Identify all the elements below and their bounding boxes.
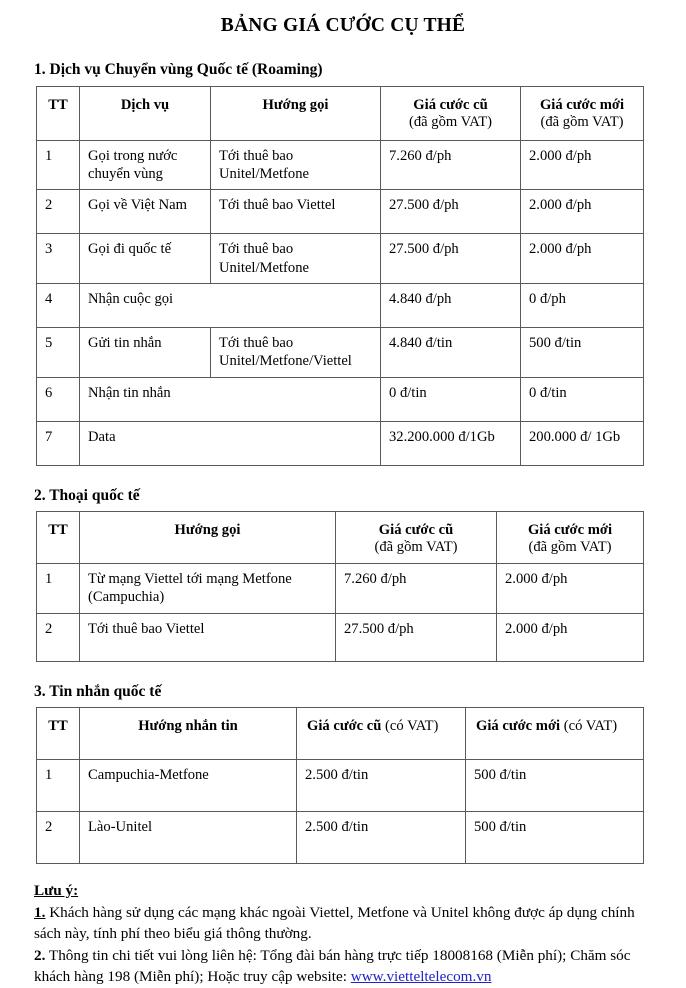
column-header-new-price [466,707,644,759]
section-heading-voice: 2. Thoại quốc tế [34,486,140,504]
note-2-marker: 2. [34,946,46,964]
cell-new-price: 2.000 đ/ph [497,564,644,614]
column-header-service: Dịch vụ [80,86,211,140]
column-header-old-price-main: Giá cước cũ [307,717,382,734]
cell-service: Gọi đi quốc tế [80,234,211,284]
table-row [37,284,644,328]
cell-tt: 6 [37,377,80,421]
notes-title: Lưu ý: [34,881,79,899]
cell-old-price: 27.500 đ/ph [336,613,497,661]
roaming-price-table [36,86,644,466]
cell-tt: 2 [37,190,80,234]
cell-service: Gọi trong nước chuyển vùng [80,140,211,190]
table-row [37,564,644,614]
table-row [37,328,644,378]
note-item-1 [34,902,646,945]
cell-new-price: 200.000 đ/ 1Gb [521,421,644,465]
cell-service: Data [80,421,381,465]
cell-tt: 2 [37,811,80,863]
cell-new-price: 2.000 đ/ph [521,140,644,190]
column-header-new-price [497,511,644,563]
cell-direction: Tới thuê bao Unitel/Metfone [211,140,381,190]
column-header-new-price-sub: (có VAT) [563,717,618,734]
table-row [37,421,644,465]
table-row [37,234,644,284]
cell-old-price: 27.500 đ/ph [381,190,521,234]
notes-block [34,880,646,988]
cell-tt: 1 [37,759,80,811]
cell-direction: Campuchia-Metfone [80,759,297,811]
column-header-new-price-main: Giá cước mới [539,96,625,113]
cell-new-price: 500 đ/tin [521,328,644,378]
table-row [37,140,644,190]
column-header-old-price [297,707,466,759]
note-1-marker: 1. [34,903,46,921]
column-header-old-price-main: Giá cước cũ [413,96,488,113]
section-heading-sms: 3. Tin nhắn quốc tế [34,682,162,700]
cell-new-price: 2.000 đ/ph [521,234,644,284]
cell-service: Gọi về Việt Nam [80,190,211,234]
cell-new-price: 2.000 đ/ph [521,190,644,234]
cell-direction: Tới thuê bao Unitel/Metfone/Viettel [211,328,381,378]
cell-new-price: 500 đ/tin [466,811,644,863]
cell-old-price: 4.840 đ/tin [381,328,521,378]
cell-new-price: 0 đ/ph [521,284,644,328]
table-row [37,811,644,863]
table-header-row [37,86,644,140]
cell-old-price: 32.200.000 đ/1Gb [381,421,521,465]
cell-service: Nhận cuộc gọi [80,284,381,328]
cell-service: Nhận tin nhắn [80,377,381,421]
column-header-direction: Hướng gọi [211,86,381,140]
cell-new-price: 2.000 đ/ph [497,613,644,661]
note-1-text: Khách hàng sử dụng các mạng khác ngoài Viettel, Metfone và Unitel không được áp dụng chính sách này, tính phí theo biểu giá thông thường. [34,903,635,943]
table-row [37,190,644,234]
column-header-direction: Hướng gọi [80,511,336,563]
column-header-new-price-main: Giá cước mới [476,717,561,734]
cell-old-price: 7.260 đ/ph [381,140,521,190]
cell-old-price: 27.500 đ/ph [381,234,521,284]
column-header-old-price [381,86,521,140]
cell-tt: 2 [37,613,80,661]
cell-old-price: 4.840 đ/ph [381,284,521,328]
column-header-old-price-sub: (đã gồm VAT) [409,113,492,130]
column-header-old-price [336,511,497,563]
column-header-new-price-sub: (đã gồm VAT) [540,113,624,130]
column-header-tt: TT [37,707,80,759]
column-header-tt: TT [37,86,80,140]
cell-tt: 1 [37,564,80,614]
table-row [37,377,644,421]
viettel-website-link[interactable]: www.vietteltelecom.vn [350,968,492,986]
note-item-2 [34,945,646,988]
cell-old-price: 7.260 đ/ph [336,564,497,614]
column-header-old-price-sub: (đã gồm VAT) [374,539,458,556]
cell-old-price: 2.500 đ/tin [297,759,466,811]
table-row [37,759,644,811]
cell-old-price: 2.500 đ/tin [297,811,466,863]
cell-direction: Từ mạng Viettel tới mạng Metfone (Campuchia) [80,564,336,614]
column-header-old-price-sub: (có VAT) [385,717,439,734]
cell-tt: 5 [37,328,80,378]
cell-direction: Tới thuê bao Unitel/Metfone [211,234,381,284]
page-title: BẢNG GIÁ CƯỚC CỤ THỂ [220,15,466,36]
cell-direction: Lào-Unitel [80,811,297,863]
international-sms-price-table [36,707,644,864]
note-2-text: Thông tin chi tiết vui lòng liên hệ: Tổng đài bán hàng trực tiếp 18008168 (Miễn phí); Chăm sóc khách hàng 198 (Miễn phí); Hoặc truy cập website: [34,946,631,986]
column-header-new-price [521,86,644,140]
cell-direction: Tới thuê bao Viettel [80,613,336,661]
column-header-old-price-main: Giá cước cũ [378,521,454,538]
cell-tt: 7 [37,421,80,465]
column-header-tt: TT [37,511,80,563]
column-header-new-price-sub: (đã gồm VAT) [528,539,612,556]
table-row [37,613,644,661]
table-header-row [37,707,644,759]
cell-old-price: 0 đ/tin [381,377,521,421]
cell-tt: 4 [37,284,80,328]
cell-direction: Tới thuê bao Viettel [211,190,381,234]
international-voice-price-table [36,511,644,662]
cell-new-price: 0 đ/tin [521,377,644,421]
cell-tt: 3 [37,234,80,284]
column-header-new-price-main: Giá cước mới [527,521,613,538]
cell-tt: 1 [37,140,80,190]
cell-service: Gửi tin nhắn [80,328,211,378]
table-header-row [37,511,644,563]
section-heading-roaming: 1. Dịch vụ Chuyển vùng Quốc tế (Roaming) [34,61,323,79]
cell-new-price: 500 đ/tin [466,759,644,811]
document-page [0,14,686,986]
column-header-direction: Hướng nhắn tin [80,707,297,759]
